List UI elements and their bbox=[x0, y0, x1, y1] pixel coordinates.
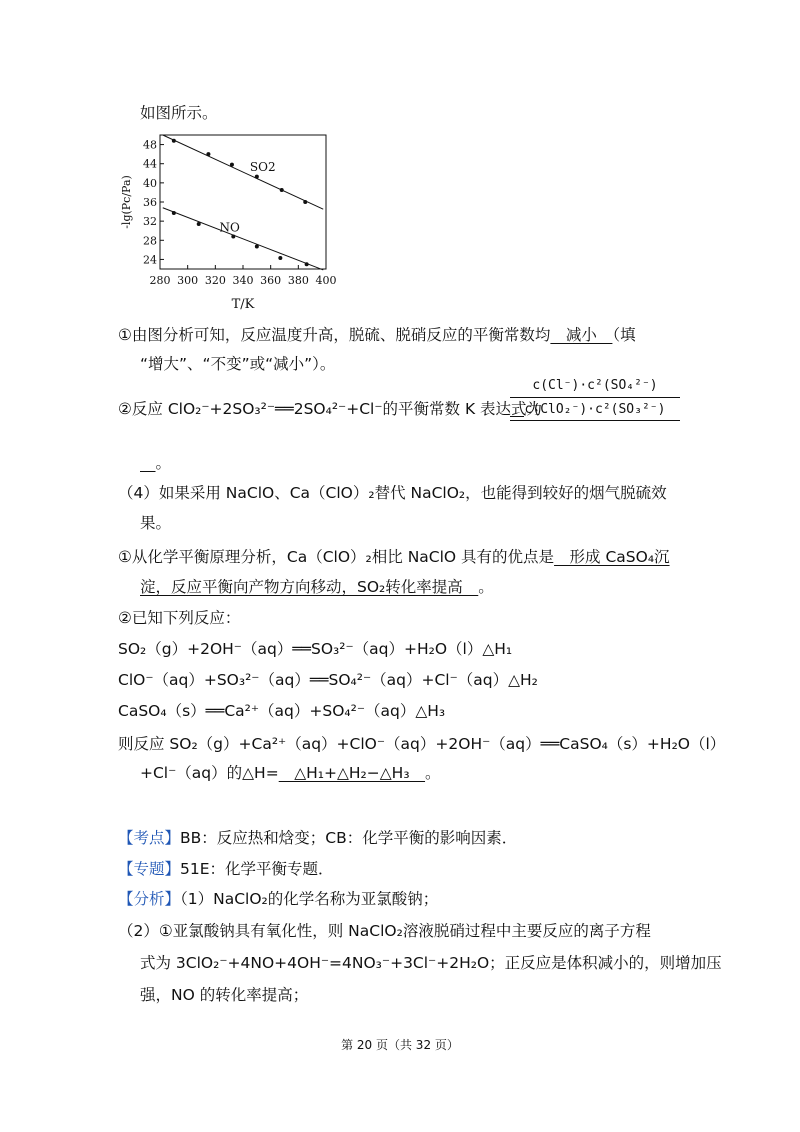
q1-tail: （填 bbox=[612, 326, 636, 344]
data-point-no bbox=[255, 245, 259, 249]
x-tick-label: 300 bbox=[177, 274, 199, 287]
q4-1-end: 。 bbox=[478, 578, 494, 596]
data-point-so2 bbox=[206, 152, 210, 156]
x-tick-label: 280 bbox=[149, 274, 171, 287]
q4-1-line2 bbox=[140, 576, 494, 598]
p2-line2: 式为 3ClO₂⁻+4NO+4OH⁻=4NO₃⁻+3Cl⁻+2H₂O；正反应是体积减小的，则增加压 bbox=[140, 954, 722, 972]
q4-2-intro: ②已知下列反应： bbox=[118, 609, 241, 627]
answer-underline bbox=[510, 420, 680, 421]
fit-line-so2 bbox=[163, 135, 323, 209]
y-tick-label: 28 bbox=[143, 234, 157, 248]
data-point-no bbox=[172, 211, 176, 215]
q2-text: ②反应 ClO₂⁻+2SO₃²⁻══2SO₄²⁻+Cl⁻的平衡常数 K 表达式为 bbox=[118, 400, 543, 418]
y-tick-label: 32 bbox=[143, 215, 157, 229]
data-point-so2 bbox=[230, 163, 234, 167]
y-tick-label: 24 bbox=[143, 253, 157, 267]
target-reaction-line2 bbox=[140, 762, 441, 784]
zhuanti-text: 51E：化学平衡专题． bbox=[180, 860, 334, 878]
intro-text: 如图所示。 bbox=[140, 104, 218, 122]
data-point-no bbox=[278, 256, 282, 260]
x-tick-label: 360 bbox=[260, 274, 282, 287]
fit-line-no bbox=[163, 208, 323, 270]
q2-end: 。 bbox=[155, 454, 172, 472]
x-tick-label: 340 bbox=[232, 274, 254, 287]
data-point-so2 bbox=[280, 188, 284, 192]
target-prefix: +Cl⁻（aq）的△H= bbox=[140, 764, 279, 782]
zhuanti-line bbox=[118, 858, 334, 880]
reaction-1: SO₂（g）+2OH⁻（aq）══SO₃²⁻（aq）+H₂O（l）△H₁ bbox=[118, 640, 513, 658]
reaction-2: ClO⁻（aq）+SO₃²⁻（aq）══SO₄²⁻（aq）+Cl⁻（aq）△H₂ bbox=[118, 671, 538, 689]
kaodian-line bbox=[118, 827, 517, 849]
y-tick-label: 36 bbox=[143, 196, 157, 209]
q1-line1 bbox=[118, 324, 636, 346]
p2-line3: 强，NO 的转化率提高； bbox=[140, 986, 309, 1004]
kaodian-tag: 【考点】 bbox=[118, 829, 181, 847]
y-tick-label: 44 bbox=[143, 157, 157, 171]
k-expression bbox=[510, 378, 680, 421]
kaodian-text: BB：反应热和焓变；CB：化学平衡的影响因素． bbox=[180, 829, 518, 847]
y-tick-label: 48 bbox=[143, 138, 157, 152]
fenxi-tag: 【分析】 bbox=[118, 890, 181, 908]
q1-text: ①由图分析可知，反应温度升高，脱硫、脱硝反应的平衡常数均 bbox=[118, 326, 551, 344]
q4-1-answer1: 形成 CaSO₄沉 bbox=[554, 548, 670, 566]
data-point-no bbox=[231, 234, 235, 238]
y-tick-label: 40 bbox=[143, 176, 157, 190]
x-axis-label: T/K bbox=[231, 297, 255, 312]
data-point-no bbox=[305, 262, 309, 266]
q1-line2: “增大”、“不变”或“减小”）。 bbox=[140, 355, 336, 373]
page-footer: 第 20 页（共 32 页） bbox=[341, 1038, 459, 1052]
y-axis-label: -lg(Pc/Pa) bbox=[120, 175, 133, 229]
target-answer: △H₁+△H₂−△H₃ bbox=[278, 764, 426, 782]
x-tick-label: 320 bbox=[204, 274, 226, 287]
target-end: 。 bbox=[425, 764, 441, 782]
x-tick-label: 400 bbox=[315, 274, 337, 287]
q4-line1: （4）如果采用 NaClO、Ca（ClO）₂替代 NaClO₂，也能得到较好的烟气脱硫效 bbox=[118, 484, 667, 502]
data-point-so2 bbox=[172, 139, 176, 143]
fenxi-text: （1）NaClO₂的化学名称为亚氯酸钠； bbox=[180, 890, 439, 908]
data-point-no bbox=[197, 222, 201, 226]
chart bbox=[120, 130, 338, 312]
q4-line2: 果。 bbox=[140, 514, 172, 532]
data-point-so2 bbox=[303, 200, 307, 204]
data-point-so2 bbox=[255, 175, 259, 179]
q4-1-prefix: ①从化学平衡原理分析，Ca（ClO）₂相比 NaClO 具有的优点是 bbox=[118, 548, 555, 566]
p2-line1: （2）①亚氯酸钠具有氧化性，则 NaClO₂溶液脱硝过程中主要反应的离子方程 bbox=[118, 922, 651, 940]
series-label-so2: SO2 bbox=[249, 159, 276, 174]
k-numerator: c(Cl⁻)·c²(SO₄²⁻) bbox=[532, 378, 658, 393]
reaction-3: CaSO₄（s）══Ca²⁺（aq）+SO₄²⁻（aq）△H₃ bbox=[118, 702, 446, 720]
x-tick-label: 380 bbox=[287, 274, 309, 287]
plot-frame bbox=[160, 135, 326, 269]
q4-1-line1 bbox=[118, 546, 670, 568]
q4-1-answer2: 淀，反应平衡向产物方向移动，SO₂转化率提高 bbox=[140, 578, 479, 596]
zhuanti-tag: 【专题】 bbox=[118, 860, 181, 878]
k-denominator: c(ClO₂⁻)·c²(SO₃²⁻) bbox=[524, 402, 666, 417]
series-label-no: NO bbox=[219, 220, 240, 235]
q1-answer: 减小 bbox=[550, 326, 613, 344]
fenxi-line bbox=[118, 888, 438, 910]
fraction-bar bbox=[510, 397, 680, 398]
target-reaction-line1: 则反应 SO₂（g）+Ca²⁺（aq）+ClO⁻（aq）+2OH⁻（aq）══CaSO₄（s）+H₂O（l） bbox=[118, 735, 726, 753]
